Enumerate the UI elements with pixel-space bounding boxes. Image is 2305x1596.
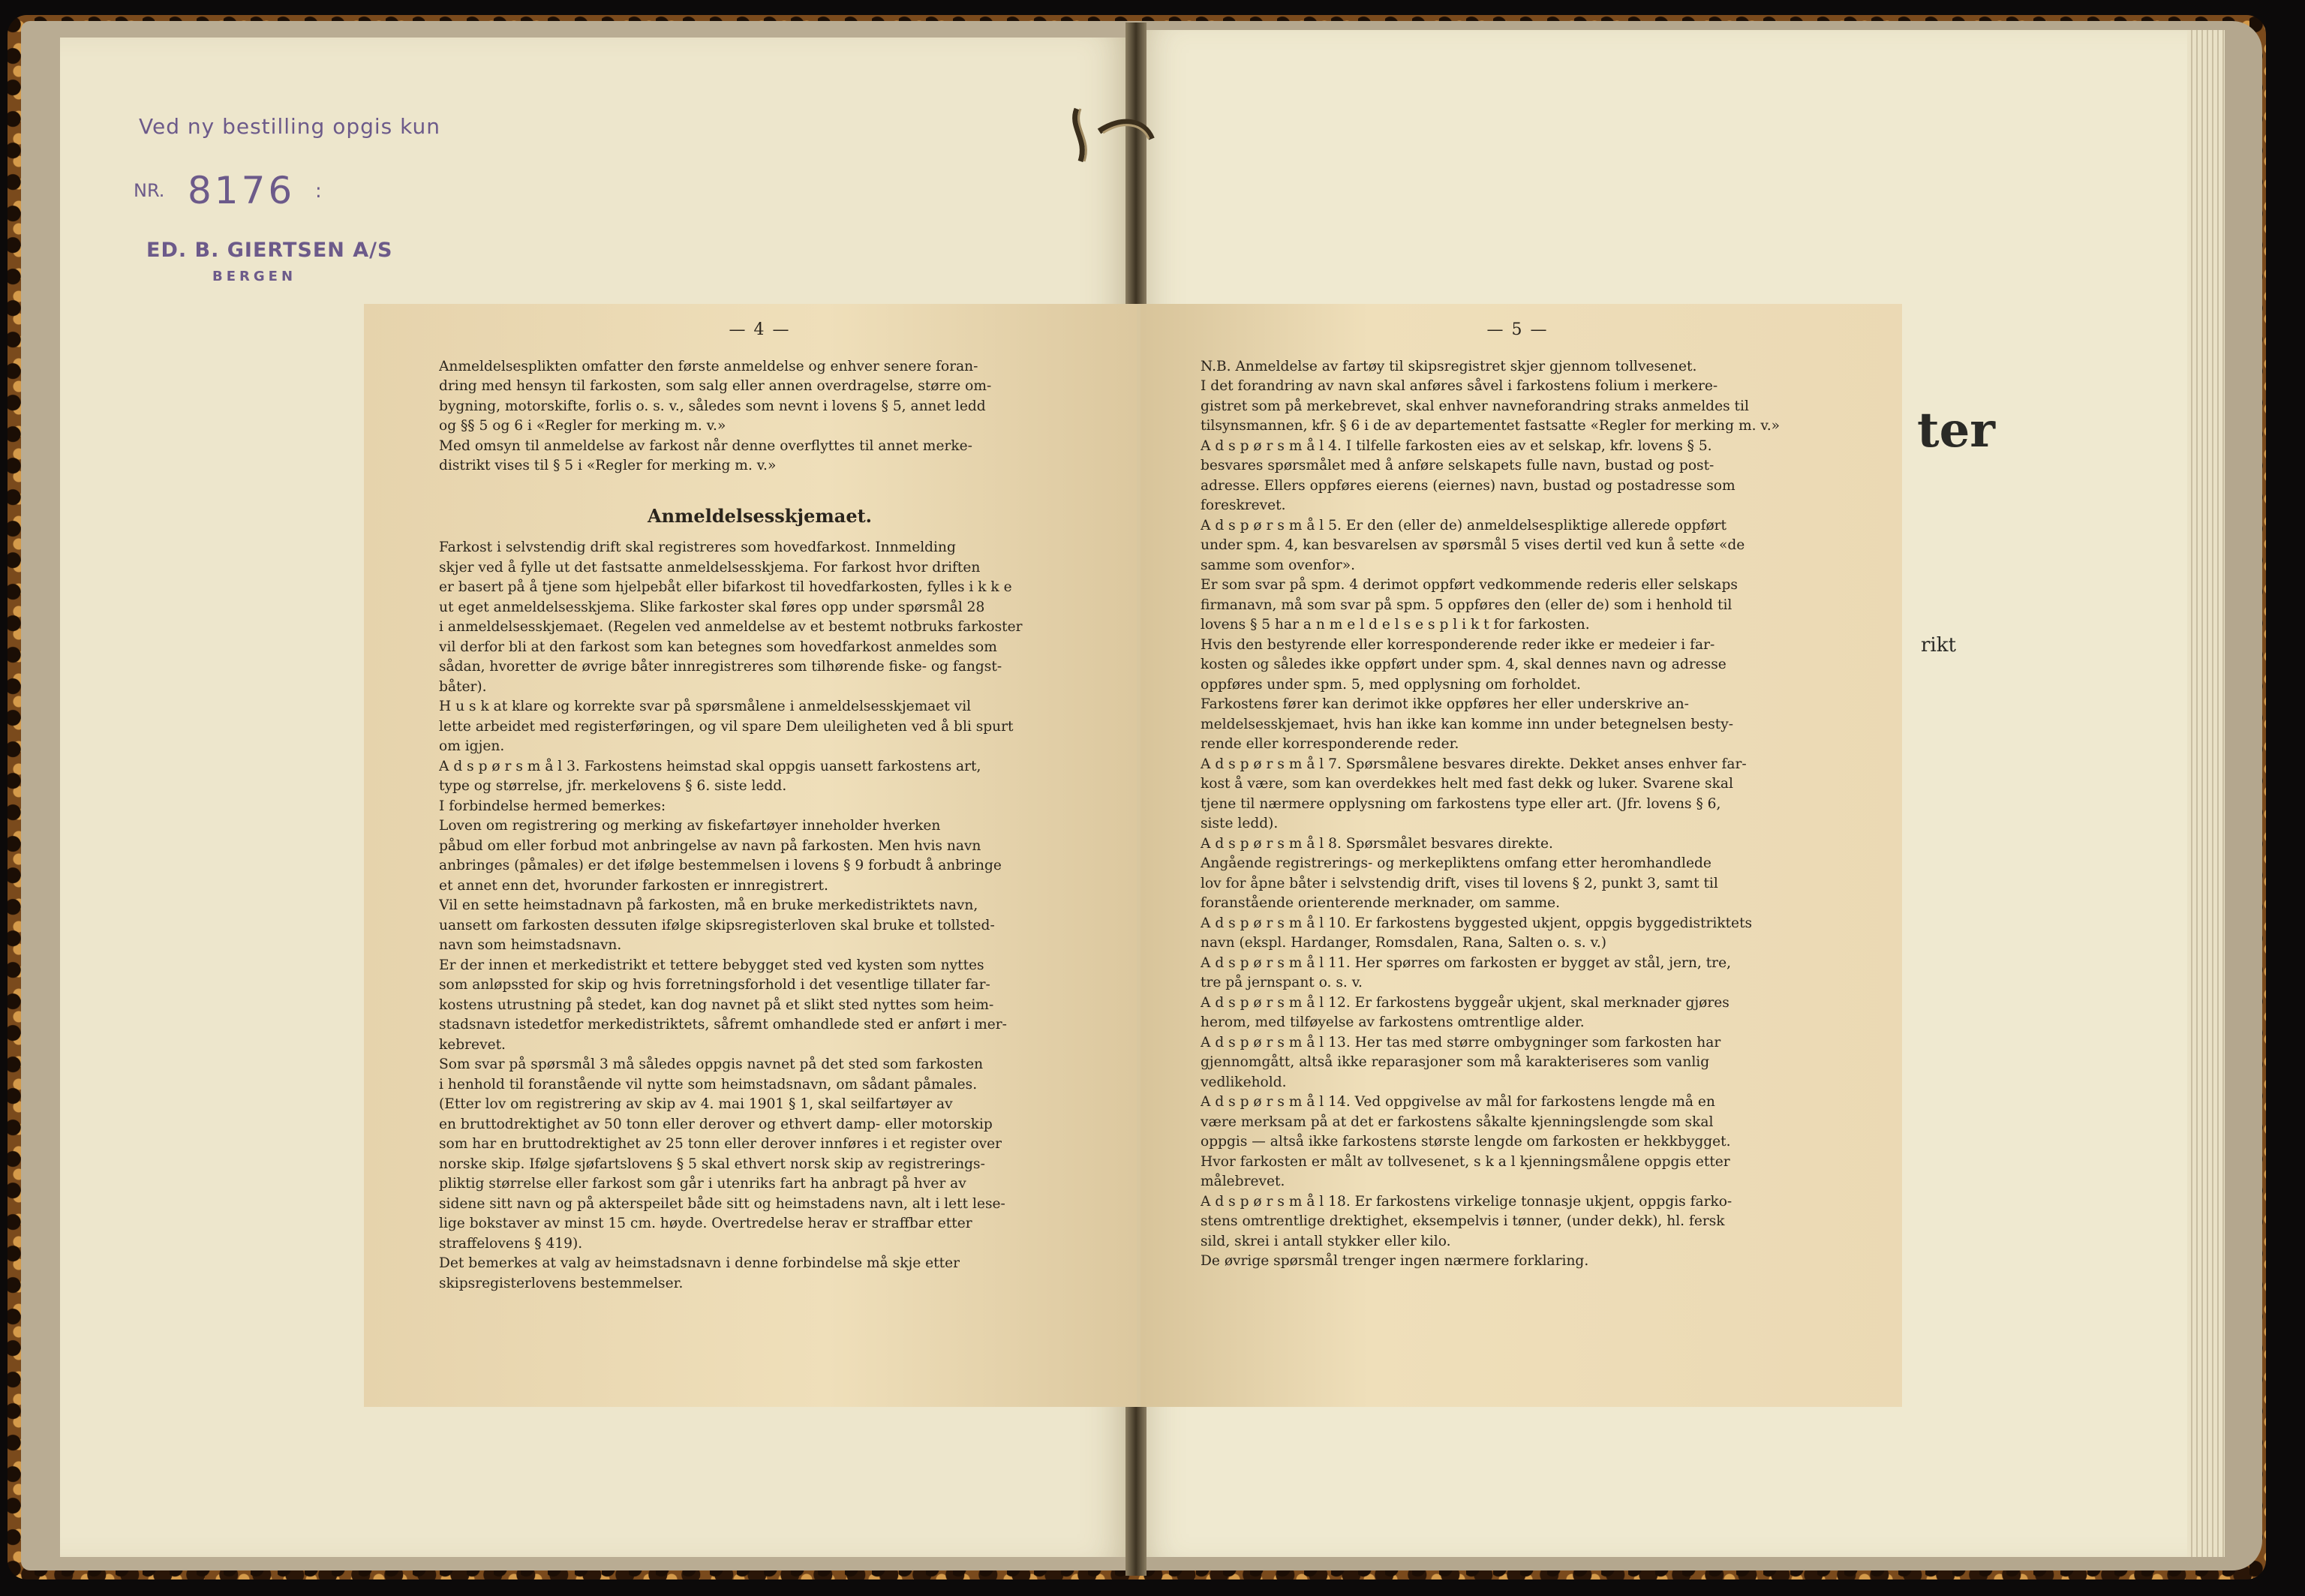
text-line: firmanavn, må som svar på spm. 5 oppføres den (eller de) som i henhold til [1201, 597, 1733, 613]
text-line: tjene til nærmere opplysning om farkostens type eller art. (Jfr. lovens § 6, [1201, 795, 1721, 812]
text-line: Farkostens fører kan derimot ikke oppføres her eller underskrive an- [1201, 696, 1689, 712]
text-line: straffelovens § 419). [439, 1235, 583, 1252]
text-line: lige bokstaver av minst 15 cm. høyde. Overtredelse herav er straffbar etter [439, 1216, 972, 1231]
text-line: A d s p ø r s m å l 7. Spørsmålene besvares direkte. Dekket anses enhver far- [1201, 756, 1747, 772]
text-line: vedlikehold. [1201, 1074, 1287, 1090]
text-line: som har en bruttodrektighet av 25 tonn eller derover innføres i et register over [439, 1136, 1002, 1152]
text-line: pliktig størrelse eller farkost som går i utenriks fart ha anbragt på hver av [439, 1176, 966, 1192]
text-line: kost å være, som kan overdekkes helt med fast dekk og luker. Svarene skal [1201, 776, 1733, 792]
text-line: Er som svar på spm. 4 derimot oppført vedkommende rederis eller selskaps [1201, 577, 1738, 593]
text-line: Som svar på spørsmål 3 må således oppgis navnet på det sted som farkosten [439, 1056, 984, 1072]
text-line: kostens utrustning på stedet, kan dog navnet på et slikt sted nyttes som heim- [439, 996, 994, 1013]
paragraph-block [439, 357, 1080, 476]
text-line: Anmeldelsesplikten omfatter den første anmeldelse og enhver senere foran- [439, 358, 978, 374]
text-line: Angående registrerings- og merkepliktens omfang etter heromhandlede [1201, 855, 1711, 871]
text-line: ut eget anmeldelsesskjema. Slike farkoster skal føres opp under spørsmål 28 [439, 599, 985, 615]
text-line: A d s p ø r s m å l 18. Er farkostens virkelige tonnasje ukjent, oppgis farko- [1201, 1193, 1733, 1210]
text-line: målebrevet. [1201, 1174, 1285, 1189]
text-line: oppgis — altså ikke farkostens største lengde om farkosten er hekkbygget. [1201, 1134, 1731, 1150]
text-line: samme som ovenfor». [1201, 557, 1356, 573]
text-line: type og størrelse, jfr. merkelovens § 6. siste ledd. [439, 778, 787, 794]
text-line: og §§ 5 og 6 i «Regler for merking m. v.» [439, 418, 726, 434]
text-line: siste ledd). [1201, 816, 1279, 831]
text-line: (Etter lov om registrering av skip av 4. mai 1901 § 1, skal seilfartøyer av [439, 1096, 953, 1112]
text-line: i anmeldelsesskjemaet. (Regelen ved anmeldelse av et bestemt notbruks farkoster [439, 619, 1023, 635]
leaflet-page-5 [1140, 304, 1902, 1407]
text-line: distrikt vises til § 5 i «Regler for merking m. v.» [439, 458, 777, 473]
text-line: anbringes (påmales) er det ifølge bestemmelsen i lovens § 9 forbudt å anbringe [439, 858, 1002, 873]
text-line: oppføres under spm. 5, med opplysning om forholdet. [1201, 676, 1581, 693]
text-line: Det bemerkes at valg av heimstadsnavn i denne forbindelse må skje etter [439, 1255, 960, 1271]
text-line: Hvor farkosten er målt av tollvesenet, s k a l kjenningsmålene oppgis etter [1201, 1153, 1730, 1170]
text-line: lette arbeidet med registerføringen, og vil spare Dem uleiligheten ved å bli spurt [439, 718, 1014, 735]
text-line: bygning, motorskifte, forlis o. s. v., således som nevnt i lovens § 5, annet ledd [439, 398, 986, 414]
paragraph-block [1201, 357, 1835, 1272]
underlying-text-fragment: rikt [1921, 634, 1956, 657]
text-line: om igjen. [439, 738, 505, 754]
text-line: stens omtrentlige drektighet, eksempelvis i tønner, (under dekk), hl. fersk [1201, 1213, 1725, 1229]
text-line: vil derfor bli at den farkost som kan betegnes som hovedfarkost anmeldes som [439, 639, 997, 655]
text-line: sådan, hvoretter de øvrige båter innregistreres som tilhørende fiske- og fangst- [439, 659, 1002, 675]
text-line: sidene sitt navn og på akterspeilet både sitt og heimstadens navn, alt i lett lese- [439, 1195, 1005, 1212]
text-line: A d s p ø r s m å l 14. Ved oppgivelse av mål for farkostens lengde må en [1201, 1094, 1715, 1110]
text-line: Med omsyn til anmeldelse av farkost når denne overflyttes til annet merke- [439, 437, 972, 454]
text-line: De øvrige spørsmål trenger ingen nærmere forklaring. [1201, 1253, 1589, 1269]
text-line: A d s p ø r s m å l 8. Spørsmålet besvares direkte. [1201, 835, 1553, 852]
page-number: — 5 — [1486, 320, 1549, 339]
text-line: er basert på å tjene som hjelpebåt eller bifarkost til hovedfarkosten, fylles i k k e [439, 579, 1012, 595]
text-line: Farkost i selvstendig drift skal registreres som hovedfarkost. Innmelding [439, 540, 956, 555]
page-edges [2187, 30, 2225, 1557]
text-line: foreskrevet. [1201, 497, 1286, 513]
text-line: norske skip. Ifølge sjøfartslovens § 5 skal ethvert norsk skip av registrerings- [439, 1156, 985, 1172]
text-line: navn som heimstadsnavn. [439, 937, 622, 953]
text-line: navn (ekspl. Hardanger, Romsdalen, Rana, Salten o. s. v.) [1201, 935, 1607, 951]
text-line: gistret som på merkebrevet, skal enhver navneforandring straks anmeldes til [1201, 398, 1749, 414]
text-line: dring med hensyn til farkosten, som salg eller annen overdragelse, større om- [439, 378, 992, 394]
text-line: A d s p ø r s m å l 12. Er farkostens byggeår ukjent, skal merknader gjøres [1201, 994, 1730, 1011]
text-line: Er der innen et merkedistrikt et tettere bebygget sted ved kysten som nyttes [439, 957, 984, 973]
text-line: meldelsesskjemaet, hvis han ikke kan komme inn under betegnelsen besty- [1201, 716, 1734, 732]
firm-stamp: ED. B. GIERTSEN A/S [146, 239, 393, 262]
text-line: besvares spørsmålet med å anføre selskapets fulle navn, bustad og post- [1201, 458, 1714, 473]
text-line: stadsnavn istedetfor merkedistriktets, såfremt omhandlede sted er anført i mer- [439, 1017, 1007, 1032]
text-line: lov for åpne båter i selvstendig drift, vises til lovens § 2, punkt 3, samt til [1201, 875, 1718, 891]
leaflet-page-4 [364, 304, 1137, 1407]
text-line: N.B. Anmeldelse av fartøy til skipsregistret skjer gjennom tollvesenet. [1201, 358, 1697, 374]
city-stamp: BERGEN [212, 269, 297, 284]
order-note-stamp: Ved ny bestilling opgis kun [139, 114, 440, 139]
paragraph-block [439, 538, 1080, 1294]
text-line: kosten og således ikke oppført under spm. 4, skal dennes navn og adresse [1201, 657, 1726, 672]
text-line: skipsregisterlovens bestemmelser. [439, 1275, 684, 1291]
text-line: et annet enn det, hvorunder farkosten er innregistrert. [439, 877, 828, 894]
text-line: A d s p ø r s m å l 11. Her spørres om farkosten er bygget av stål, jern, tre, [1201, 954, 1731, 971]
text-line: som anløpssted for skip og hvis forretningsforhold i det vesentlige tillater far- [439, 977, 990, 993]
text-line: A d s p ø r s m å l 13. Her tas med større ombygninger som farkosten har [1201, 1034, 1721, 1050]
text-line: under spm. 4, kan besvarelsen av spørsmål 5 vises dertil ved kun å sette «de [1201, 537, 1745, 553]
number-label-stamp: NR. [134, 180, 165, 201]
text-line: skjer ved å fylle ut det fastsatte anmeldelsesskjema. For farkost hvor driften [439, 559, 981, 576]
text-line: A d s p ø r s m å l 5. Er den (eller de) anmeldelsespliktige allerede oppført [1201, 517, 1727, 534]
order-number-stamp: 8176 [188, 169, 296, 212]
text-line: kebrevet. [439, 1036, 506, 1053]
inserted-leaflet [364, 304, 1902, 1407]
text-line: adresse. Ellers oppføres eierens (eiernes) navn, bustad og postadresse som [1201, 477, 1736, 494]
text-line: A d s p ø r s m å l 3. Farkostens heimstad skal oppgis uansett farkostens art, [439, 758, 981, 774]
stamp-mark: : [315, 180, 322, 203]
text-line: H u s k at klare og korrekte svar på spørsmålene i anmeldelsesskjemaet vil [439, 699, 972, 714]
page-number: — 4 — [729, 320, 791, 339]
text-line: tre på jernspant o. s. v. [1201, 975, 1363, 990]
text-line: uansett om farkosten dessuten ifølge skipsregisterloven skal bruke et tollsted- [439, 917, 995, 933]
text-line: herom, med tilføyelse av farkostens omtrentlige alder. [1201, 1014, 1585, 1030]
text-line: A d s p ø r s m å l 10. Er farkostens byggested ukjent, oppgis byggedistriktets [1201, 915, 1753, 931]
text-line: båter). [439, 678, 487, 695]
text-line: Hvis den bestyrende eller korresponderende reder ikke er medeier i far- [1201, 636, 1715, 653]
text-line: tilsynsmannen, kfr. § 6 i de av departementet fastsatte «Regler for merking m. v.» [1201, 418, 1780, 434]
binding-thread [1069, 98, 1159, 165]
text-line: være merksam på at det er farkostens såkalte kjenningslengde som skal [1201, 1114, 1714, 1130]
text-line: påbud om eller forbud mot anbringelse av navn på farkosten. Men hvis navn [439, 837, 981, 854]
text-line: rende eller korresponderende reder. [1201, 736, 1459, 752]
text-line: A d s p ø r s m å l 4. I tilfelle farkosten eies av et selskap, kfr. lovens § 5. [1201, 437, 1712, 454]
text-line: Vil en sette heimstadnavn på farkosten, må en bruke merkedistriktets navn, [439, 897, 978, 913]
text-line: foranstående orienterende merknader, om samme. [1201, 895, 1561, 911]
underlying-title-fragment: ter [1917, 402, 1995, 458]
text-line: lovens § 5 har a n m e l d e l s e s p l i k t for farkosten. [1201, 617, 1590, 633]
text-line: i henhold til foranstående vil nytte som heimstadsnavn, om sådant påmales. [439, 1076, 978, 1093]
text-line: sild, skrei i antall stykker eller kilo. [1201, 1233, 1451, 1249]
text-line: I forbindelse hermed bemerkes: [439, 798, 666, 814]
text-line: en bruttodrektighet av 50 tonn eller derover og ethvert damp- eller motorskip [439, 1116, 993, 1132]
text-line: gjennomgått, altså ikke reparasjoner som må karakteriseres som vanlig [1201, 1054, 1710, 1070]
text-line: I det forandring av navn skal anføres såvel i farkostens folium i merkere- [1201, 378, 1718, 394]
text-line: Loven om registrering og merking av fiskefartøyer inneholder hverken [439, 818, 941, 834]
section-heading: Anmeldelsesskjemaet. [647, 504, 873, 527]
